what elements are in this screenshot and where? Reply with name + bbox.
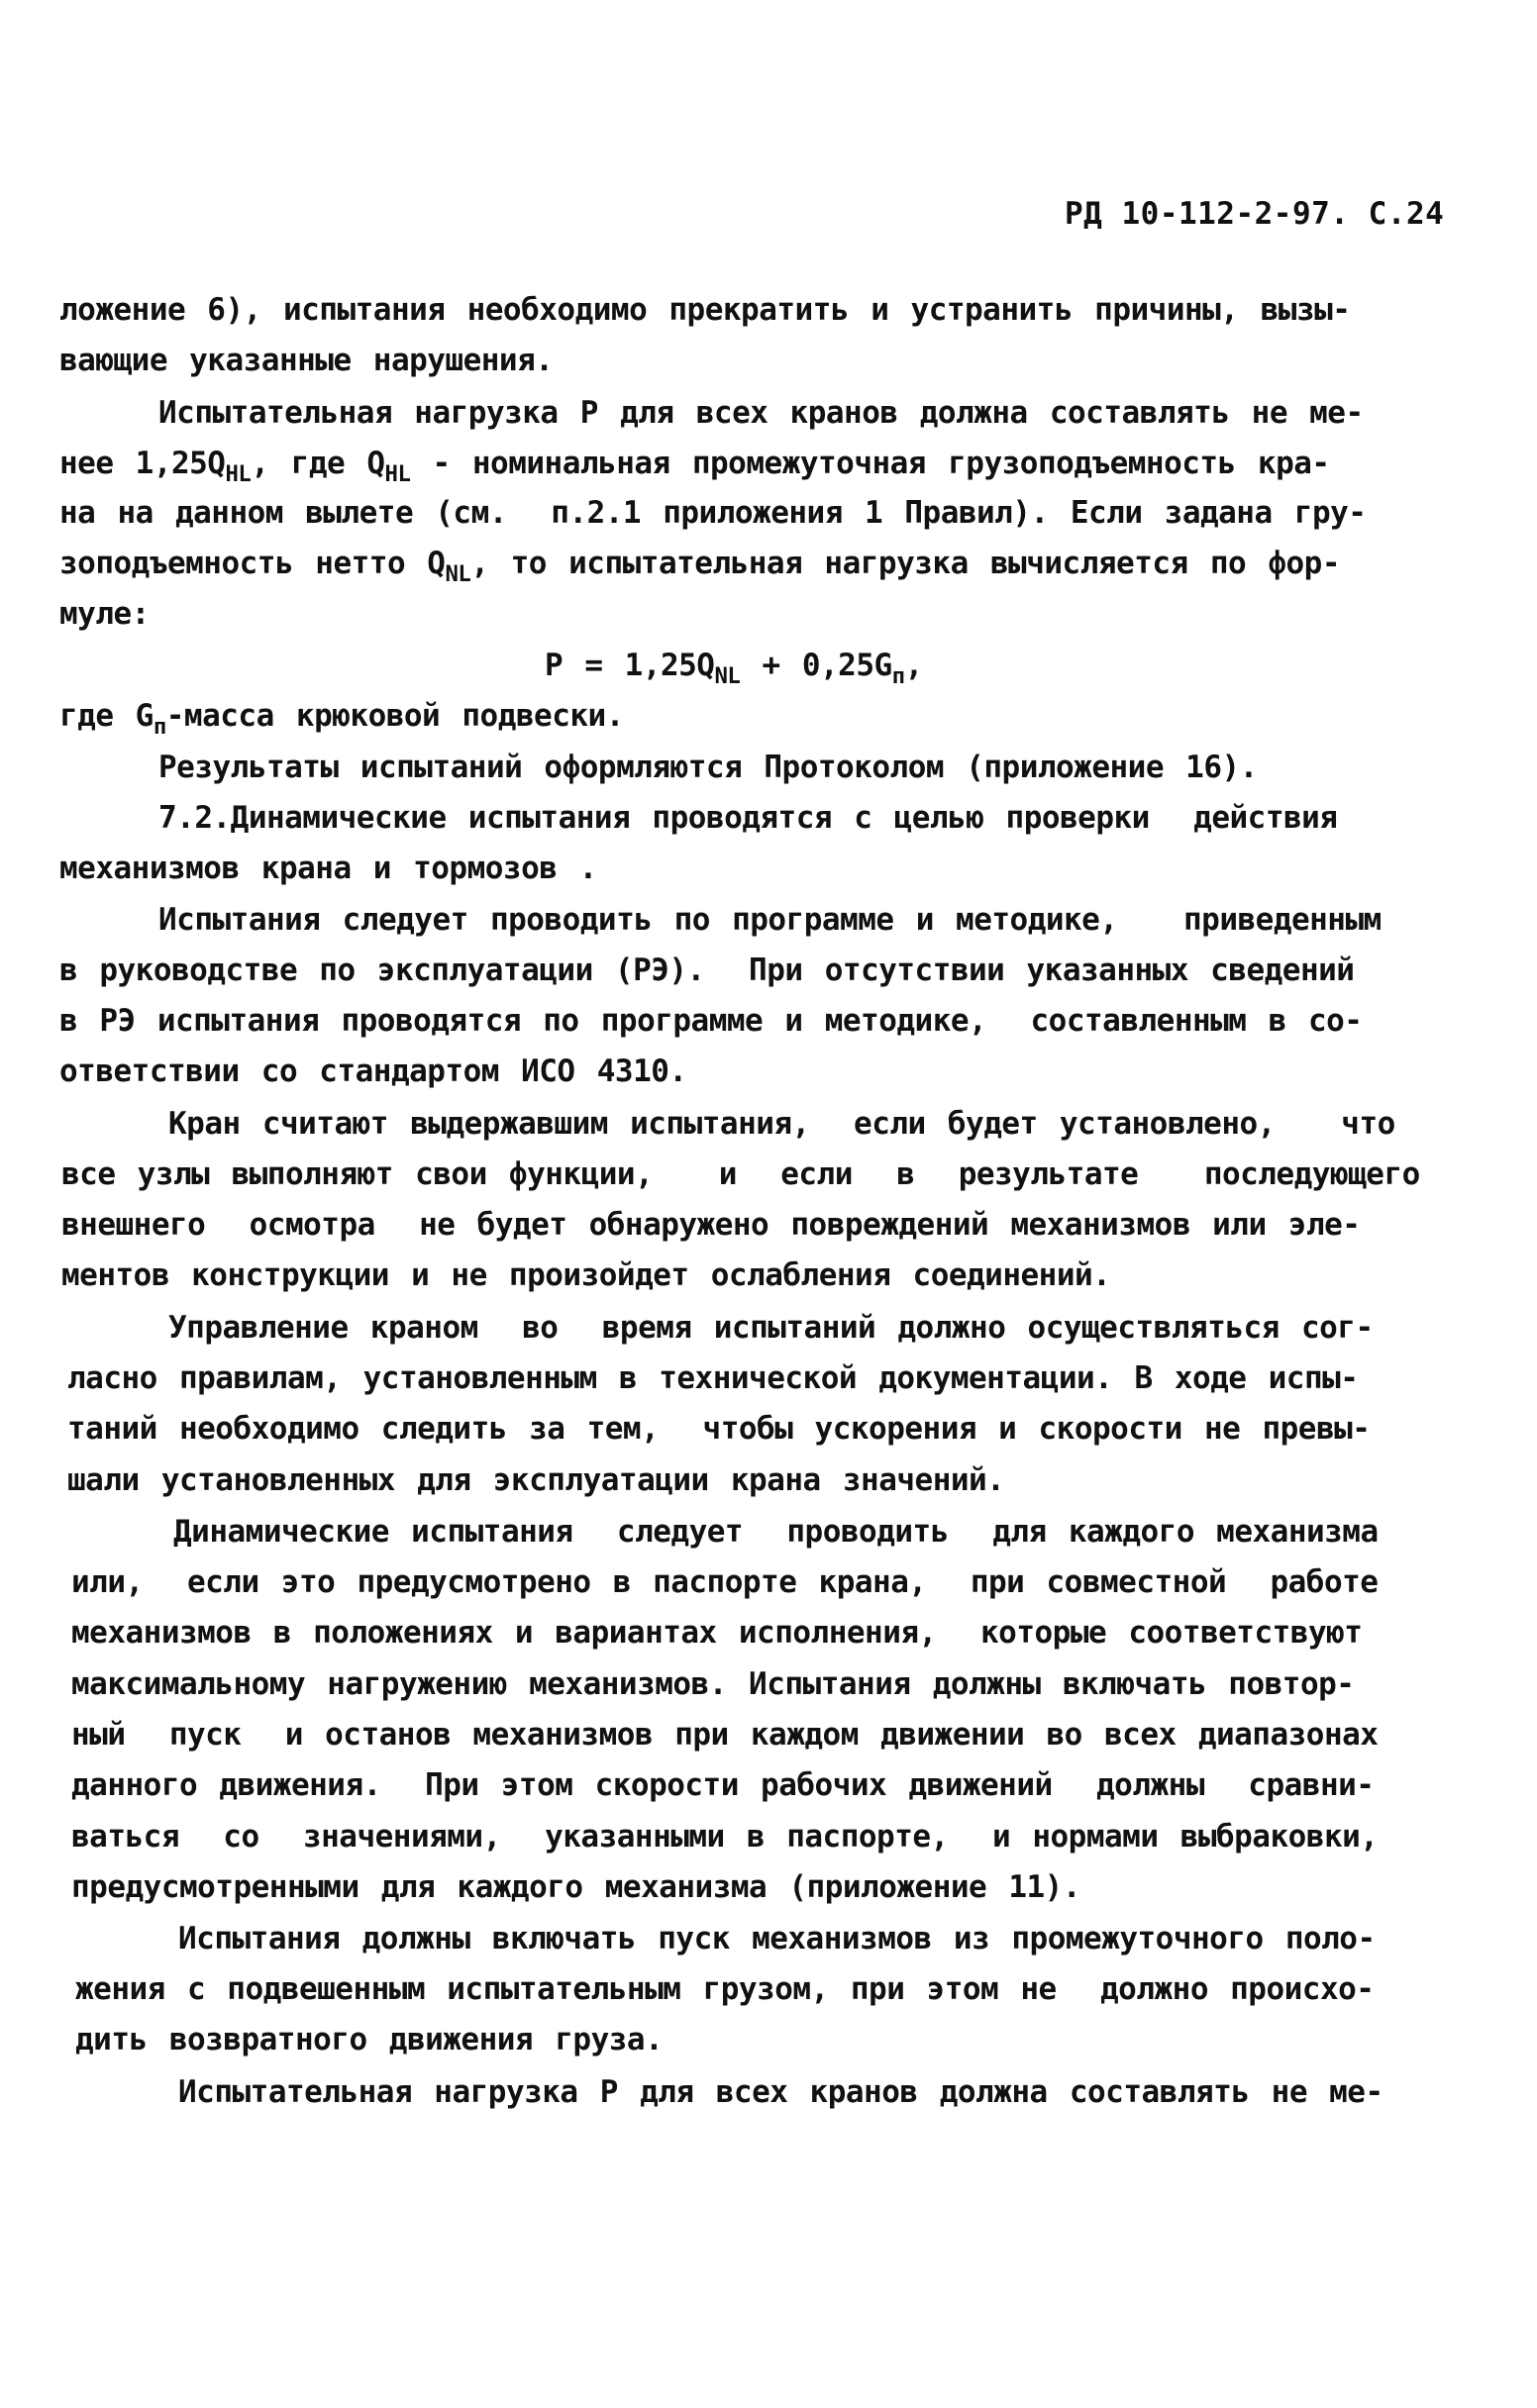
text-line: ответствии со стандартом ИСО 4310.	[59, 1054, 687, 1089]
paragraph-first-line: Испытательная нагрузка Р для всех кранов должна составлять не ме-	[178, 2074, 1383, 2110]
text-line: ложение 6), испытания необходимо прекратить и устранить причины, вызы-	[59, 292, 1351, 328]
text-line: ментов конструкции и не произойдет ослабления соединений.	[61, 1257, 1111, 1293]
text-line: ласно правилам, установленным в технической документации. В ходе испы-	[67, 1360, 1359, 1396]
text-line: нее $1,25Q_{HL}$, где $Q_{HL}$ - номинальная промежуточная грузоподъемность кра-	[59, 446, 1330, 487]
paragraph-first-line: Кран считают выдержавшим испытания, если будет установлено, что	[168, 1106, 1395, 1142]
formula: $P = 1,25Q_{NL} + 0,25G_п$,	[545, 648, 923, 689]
text-line: вающие указанные нарушения.	[59, 343, 554, 378]
text-line: шали установленных для эксплуатации крана значений.	[67, 1462, 1005, 1498]
text-line: ный пуск и останов механизмов при каждом движении во всех диапазонах	[71, 1717, 1379, 1753]
section-heading-line: 7.2.Динамические испытания проводятся с целью проверки действия	[158, 800, 1338, 836]
paragraph-first-line: Результаты испытаний оформляются Протоколом (приложение 16).	[158, 750, 1258, 785]
text-line: данного движения. При этом скорости рабочих движений должны сравни-	[71, 1767, 1375, 1803]
text-line: жения с подвешенным испытательным грузом, при этом не должно происхо-	[75, 1971, 1375, 2007]
text-line: ваться со значениями, указанными в паспорте, и нормами выбраковки,	[71, 1819, 1379, 1855]
text-line: в РЭ испытания проводятся по программе и методике, составленным в со-	[59, 1003, 1363, 1039]
text-line: механизмов в положениях и вариантах исполнения, которые соответствуют	[71, 1615, 1363, 1651]
text-line: зоподъемность нетто $Q_{NL}$, то испытательная нагрузка вычисляется по фор-	[59, 546, 1341, 587]
paragraph-first-line: Управление краном во время испытаний должно осуществляться сог-	[168, 1310, 1374, 1346]
text-line: или, если это предусмотрено в паспорте крана, при совместной работе	[71, 1564, 1379, 1600]
text-line: максимальному нагружению механизмов. Испытания должны включать повтор-	[71, 1666, 1355, 1702]
text-line: механизмов крана и тормозов .	[59, 851, 597, 886]
text-line: внешнего осмотра не будет обнаружено повреждений механизмов или эле-	[61, 1207, 1361, 1243]
paragraph-first-line: Испытания должны включать пуск механизмов из промежуточного поло-	[178, 1921, 1376, 1956]
paragraph-first-line: Испытания следует проводить по программе и методике, приведенным	[158, 902, 1382, 938]
text-line: дить возвратного движения груза.	[75, 2022, 664, 2057]
text-line: таний необходимо следить за тем, чтобы ускорения и скорости не превы-	[67, 1411, 1371, 1447]
text-line: на на данном вылете (см. п.2.1 приложения 1 Правил). Если задана гру-	[59, 495, 1367, 531]
paragraph-first-line: Испытательная нагрузка Р для всех кранов должна составлять не ме-	[158, 395, 1364, 431]
page-header: РД 10-112-2-97. С.24	[1065, 196, 1445, 232]
paragraph-first-line: Динамические испытания следует проводить для каждого механизма	[173, 1514, 1379, 1550]
text-line: все узлы выполняют свои функции, и если в результате последующего	[61, 1156, 1420, 1192]
text-line: где $G_п$-масса крюковой подвески.	[59, 698, 624, 740]
text-line: предусмотренными для каждого механизма (приложение 11).	[71, 1869, 1080, 1905]
text-line: в руководстве по эксплуатации (РЭ). При отсутствии указанных сведений	[59, 953, 1355, 988]
text-line: муле:	[59, 596, 150, 632]
